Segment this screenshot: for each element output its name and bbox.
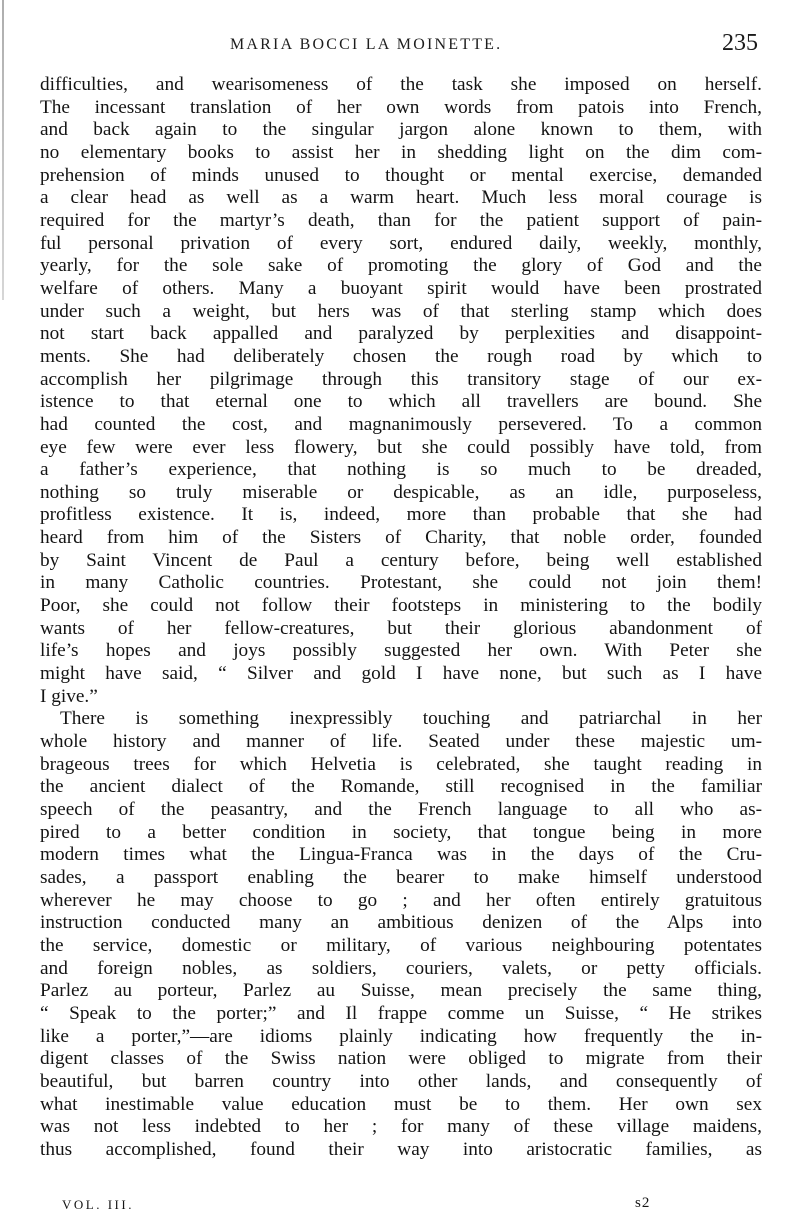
text-line: like a porter,”—are idioms plainly indicating how frequently the in- [40,1025,762,1047]
binding-edge [2,0,4,300]
text-line: Poor, she could not follow their footsteps in ministering to the bodily [40,595,762,617]
text-line: wants of her fellow-creatures, but their glorious abandonment of [40,617,762,639]
text-line: istence to that eternal one to which all travellers are bound. She [40,391,762,413]
text-line: what inestimable value education must be to them. Her own sex [40,1093,762,1115]
text-line: was not less indebted to her ; for many of these village maidens, [40,1116,762,1138]
text-line: Parlez au porteur, Parlez au Suisse, mean precisely the same thing, [40,980,762,1002]
text-line: ful personal privation of every sort, endured daily, weekly, monthly, [40,232,762,254]
text-line: yearly, for the sole sake of promoting the glory of God and the [40,255,762,277]
text-line: in many Catholic countries. Protestant, she could not join them! [40,572,762,594]
page-footer [40,1197,762,1217]
body-text [40,74,762,1162]
text-line: heard from him of the Sisters of Charity, that noble order, founded [40,527,762,549]
text-line: whole history and manner of life. Seated under these majestic um- [40,731,762,753]
text-line: modern times what the Lingua-Franca was in the days of the Cru- [40,844,762,866]
text-line: instruction conducted many an ambitious denizen of the Alps into [40,912,762,934]
text-line: not start back appalled and paralyzed by perplexities and disappoint- [40,323,762,345]
text-line: accomplish her pilgrimage through this transitory stage of our ex- [40,368,762,390]
text-line: beautiful, but barren country into other lands, and consequently of [40,1070,762,1092]
text-line: required for the martyr’s death, than for the patient support of pain- [40,209,762,231]
text-line: might have said, “ Silver and gold I have none, but such as I have [40,663,762,685]
text-line: and back again to the singular jargon alone known to them, with [40,119,762,141]
text-line: speech of the peasantry, and the French language to all who as- [40,799,762,820]
volume-label: VOL. III. [62,1197,134,1212]
text-line: a clear head as well as a warm heart. Much less moral courage is [40,187,762,209]
running-title: MARIA BOCCI LA MOINETTE. [230,36,503,53]
signature-mark: s2 [635,1195,651,1211]
text-line: welfare of others. Many a buoyant spirit would have been prostrated [40,277,762,299]
paragraph-start-line: There is something inexpressibly touching and patriarchal in her [60,708,762,730]
text-line: wherever he may choose to go ; and her often entirely gratuitous [40,889,762,911]
text-line: sades, a passport enabling the bearer to make himself understood [40,866,762,888]
page-number: 235 [722,30,758,56]
text-line: the ancient dialect of the Romande, still recognised in the familiar [40,776,762,798]
text-line: a father’s experience, that nothing is so much to be dreaded, [40,459,762,481]
text-line: by Saint Vincent de Paul a century before, being well established [40,549,762,571]
text-line: thus accomplished, found their way into aristocratic families, as [40,1138,762,1160]
page-header [40,30,762,64]
text-line: ments. She had deliberately chosen the rough road by which to [40,345,762,367]
text-line: eye few were ever less flowery, but she could possibly have told, from [40,436,762,458]
text-line: “ Speak to the porter;” and Il frappe comme un Suisse, “ He strikes [40,1002,762,1024]
text-line: had counted the cost, and magnanimously persevered. To a common [40,413,762,435]
text-line: no elementary books to assist her in shedding light on the dim com- [40,141,762,163]
text-line: profitless existence. It is, indeed, more than probable that she had [40,504,762,526]
text-line: under such a weight, but hers was of that sterling stamp which does [40,300,762,322]
text-line: digent classes of the Swiss nation were obliged to migrate from their [40,1048,762,1070]
text-line: and foreign nobles, as soldiers, couriers, valets, or petty officials. [40,957,762,979]
text-line: nothing so truly miserable or despicable, as an idle, purposeless, [40,481,762,503]
text-line: life’s hopes and joys possibly suggested her own. With Peter she [40,640,762,662]
text-line: brageous trees for which Helvetia is celebrated, she taught reading in [40,753,762,775]
text-line: pired to a better condition in society, that tongue being in more [40,821,762,843]
text-line: difficulties, and wearisomeness of the task she imposed on herself. [40,74,762,95]
text-line: The incessant translation of her own words from patois into French, [40,96,762,118]
text-line: prehension of minds unused to thought or mental exercise, demanded [40,164,762,186]
text-line: the service, domestic or military, of various neighbouring potentates [40,934,762,956]
paragraph-end-line: I give.” [40,685,98,707]
